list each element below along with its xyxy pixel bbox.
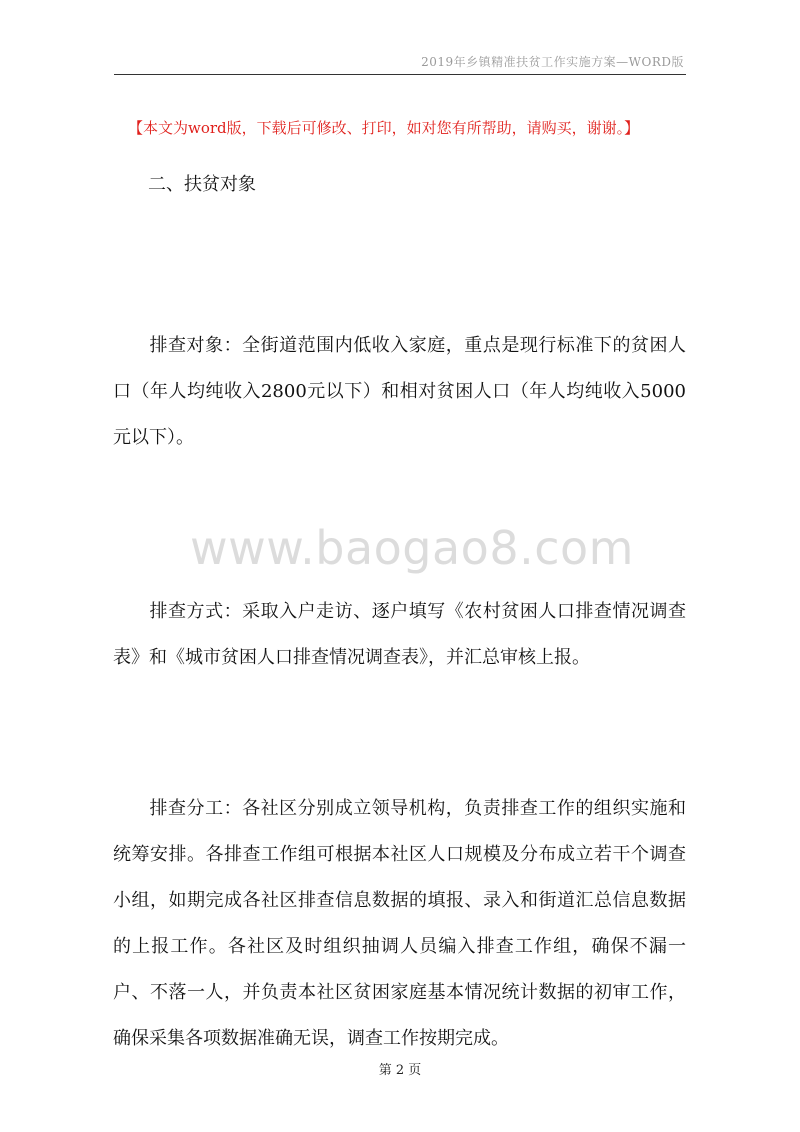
header-title: 2019年乡镇精准扶贫工作实施方案—WORD版	[421, 55, 684, 69]
page-number: 第 2 页	[378, 1063, 422, 1078]
paragraph-text: 排查分工：各社区分别成立领导机构，负责排查工作的组织实施和统筹安排。各排查工作组可根据本社区人口规模及分布成立若干个调查小组，如期完成各社区排查信息数据的填报、录入和街道汇总信息数据的上报工作。各社区及时组织抽调人员编入排查工作组，确保不漏一户、不落一人，并负责本社区贫困家庭基本情况统计数据的初审工作，确保采集各项数据准确无误，调查工作按期完成。	[113, 798, 686, 1049]
section-heading: 二、扶贫对象	[148, 174, 256, 195]
download-notice: 【本文为word版，下载后可修改、打印，如对您有所帮助，请购买，谢谢。】	[128, 119, 640, 137]
header-divider	[114, 74, 686, 75]
paragraph-text: 排查方式：采取入户走访、逐户填写《农村贫困人口排查情况调查表》和《城市贫困人口排查情况调查表》，并汇总审核上报。	[113, 601, 686, 668]
paragraph-screening-method	[113, 589, 686, 681]
paragraph-text: 排查对象：全街道范围内低收入家庭，重点是现行标准下的贫困人口（年人均纯收入2800元以下）和相对贫困人口（年人均纯收入5000元以下）。	[113, 335, 686, 448]
watermark: www.baogao8.com	[190, 521, 634, 575]
paragraph-screening-division	[113, 786, 686, 1062]
paragraph-screening-targets	[113, 323, 686, 461]
